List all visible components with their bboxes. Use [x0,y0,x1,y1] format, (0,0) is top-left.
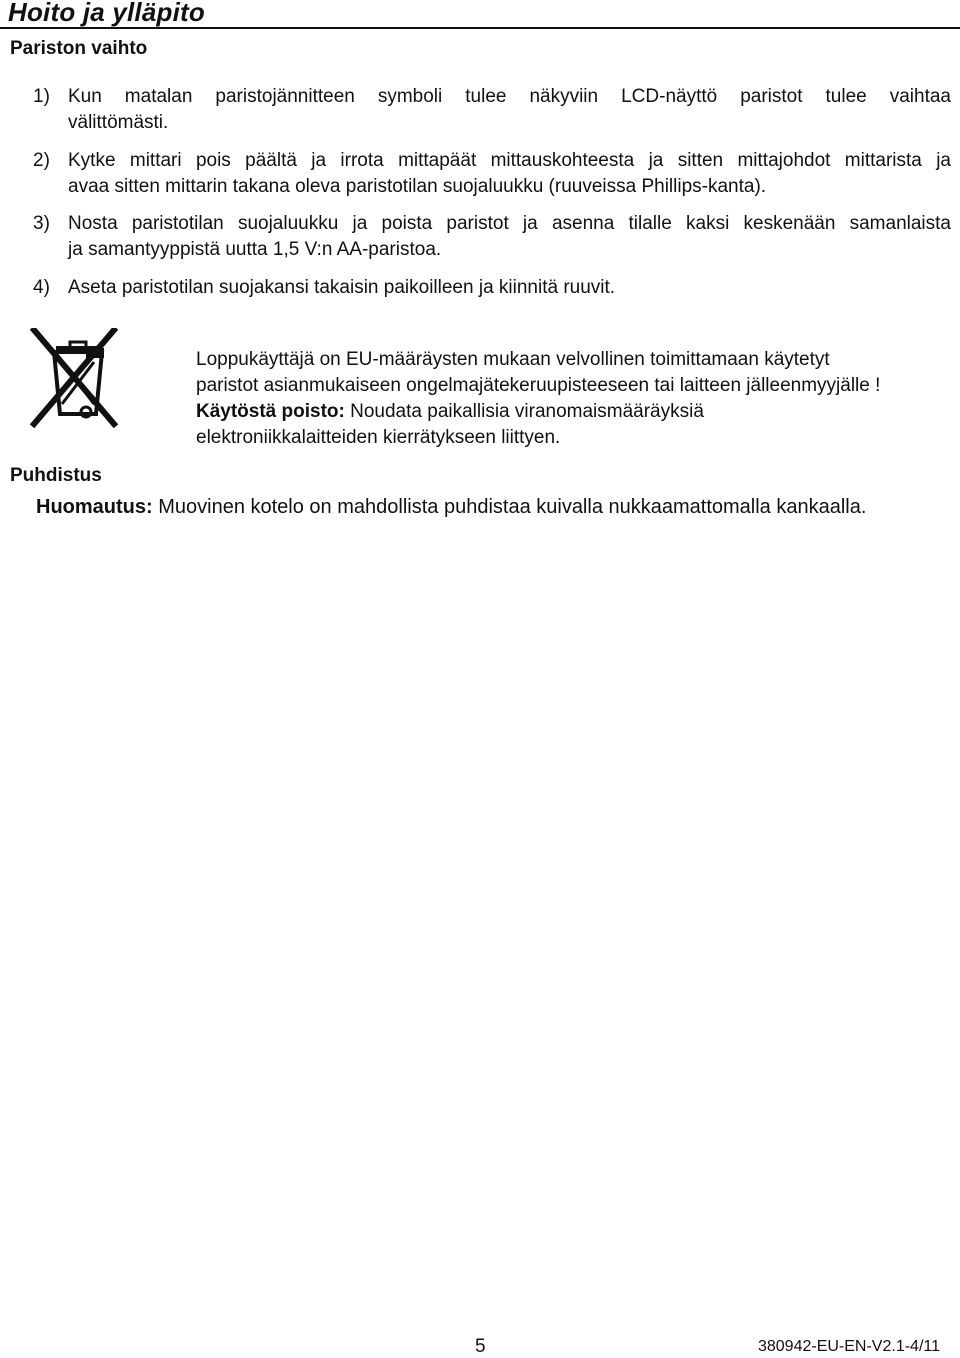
disposal-line: paristot asianmukaiseen ongelmajätekeruupisteeseen tai laitteen jälleenmyyjälle ! [196,375,881,396]
step-2 [33,148,951,200]
step-text-line: Aseta paristotilan suojakansi takaisin paikoilleen ja kiinnitä ruuvit. [68,277,616,298]
cleaning-note [36,494,866,520]
document-code: 380942-EU-EN-V2.1-4/11 [757,1338,940,1355]
step-1 [33,84,951,136]
page-title: Hoito ja ylläpito [8,0,205,27]
title-underline [0,27,960,29]
step-text-line: avaa sitten mittarin takana oleva paristotilan suojaluukku (ruuveissa Phillips-kanta). [68,176,767,197]
step-number: 2) [33,150,50,171]
disposal-label: Käytöstä poisto: [196,401,345,422]
disposal-line [196,399,956,425]
disposal-notice [196,347,956,451]
step-number: 3) [33,213,50,234]
step-4 [33,275,951,301]
cleaning-heading: Puhdistus [10,465,102,486]
step-text-line: Kun matalan paristojännitteen symboli tulee näkyviin LCD-näyttö paristot tulee vaihtaa [68,86,951,107]
disposal-line: elektroniikkalaitteiden kierrätykseen liittyen. [196,427,561,448]
note-label: Huomautus: [36,496,153,518]
step-number: 1) [33,86,50,107]
step-3 [33,211,951,263]
disposal-line: Loppukäyttäjä on EU-määräysten mukaan velvollinen toimittamaan käytetyt [196,349,830,370]
step-text-line: välittömästi. [68,112,169,133]
step-text-line: Kytke mittari pois päältä ja irrota mittapäät mittauskohteesta ja sitten mittajohdot mittarista ja [68,150,951,171]
disposal-text: Noudata paikallisia viranomaismääräyksiä [344,401,704,422]
step-number: 4) [33,277,50,298]
crossed-out-wheelie-bin-icon [26,328,122,432]
note-text: Muovinen kotelo on mahdollista puhdistaa kuivalla nukkaamattomalla kankaalla. [152,496,867,518]
page-number: 5 [475,1336,486,1357]
battery-heading: Pariston vaihto [10,38,148,59]
step-text-line: Nosta paristotilan suojaluukku ja poista paristot ja asenna tilalle kaksi keskenään samanlaista [68,213,951,234]
step-text-line: ja samantyyppistä uutta 1,5 V:n AA-paristoa. [68,239,442,260]
